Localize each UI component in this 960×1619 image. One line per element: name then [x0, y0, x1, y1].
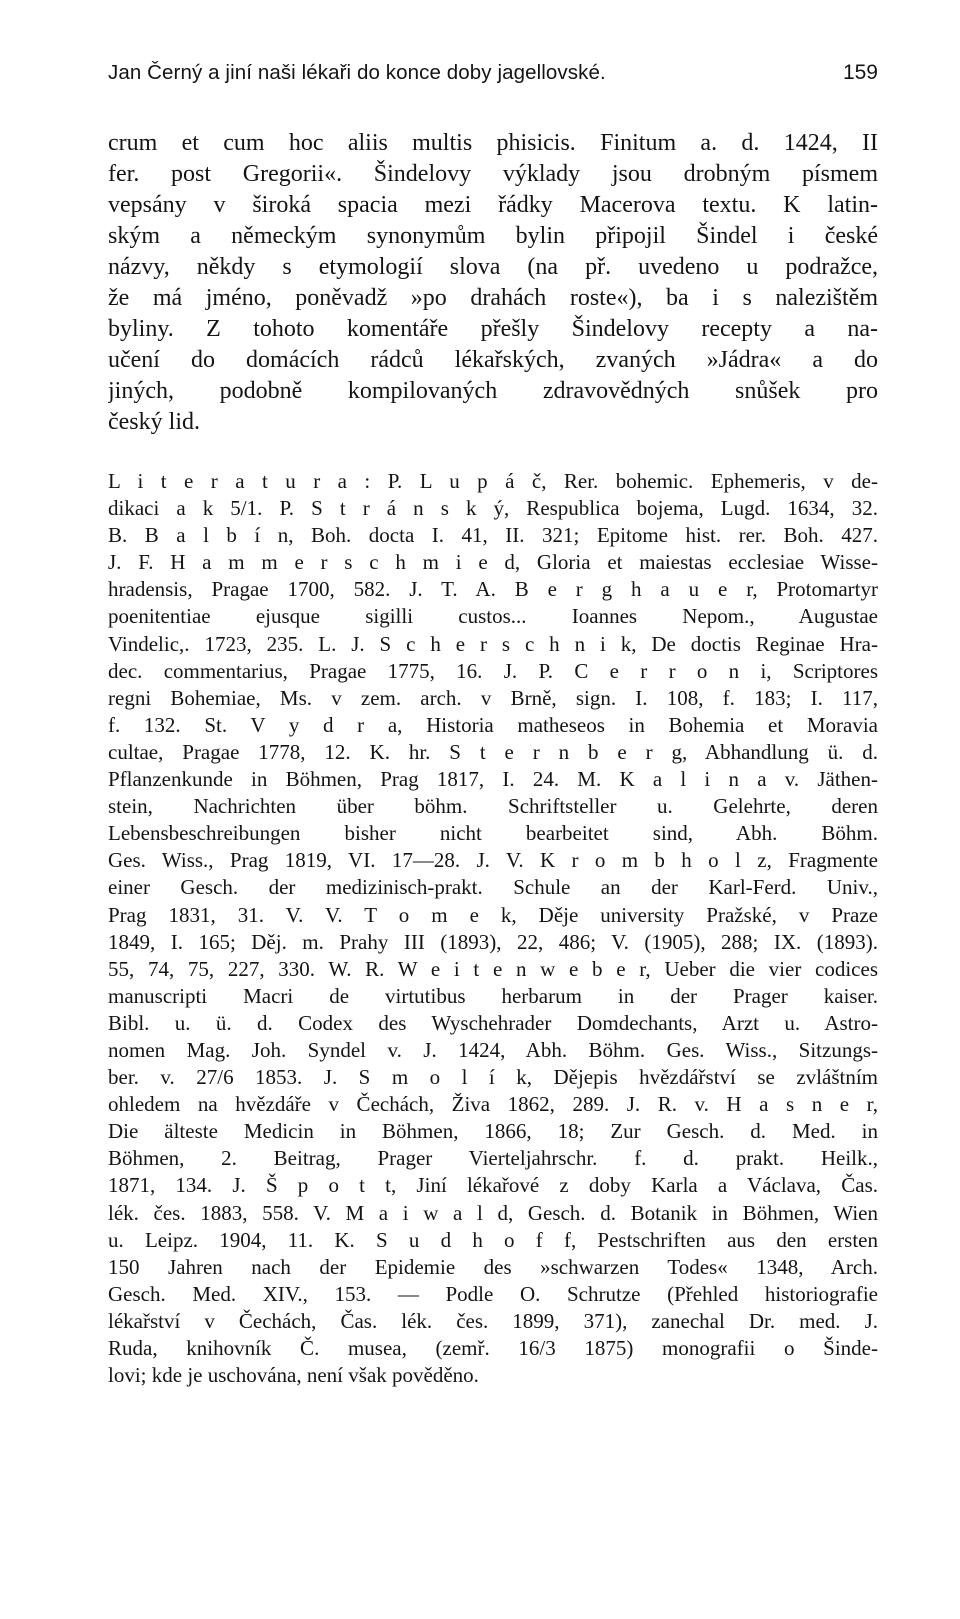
- literature-line: regni Bohemiae, Ms. v zem. arch. v Brně, sign. I. 108, f. 183; I. 117,: [108, 685, 878, 710]
- literature-line: 150 Jahren nach der Epidemie des »schwarzen Todes« 1348, Arch.: [108, 1254, 878, 1279]
- literature-line: nomen Mag. Joh. Syndel v. J. 1424, Abh. Böhm. Ges. Wiss., Sitzungs-: [108, 1037, 878, 1062]
- literature-line: Die älteste Medicin in Böhmen, 1866, 18; Zur Gesch. d. Med. in: [108, 1119, 878, 1144]
- literature-line: 1849, I. 165; Děj. m. Prahy III (1893), 22, 486; V. (1905), 288; IX. (1893).: [108, 929, 878, 954]
- literature-line: u. Leipz. 1904, 11. K. S u d h o f f, Pestschriften aus den ersten: [108, 1227, 878, 1252]
- main-paragraph: [108, 128, 878, 438]
- literature-line: Ges. Wiss., Prag 1819, VI. 17—28. J. V. K r o m b h o l z, Fragmente: [108, 848, 878, 873]
- literature-line: Prag 1831, 31. V. V. T o m e k, Děje university Pražské, v Praze: [108, 902, 878, 927]
- paragraph-line: byliny. Z tohoto komentáře přešly Šindelovy recepty a na-: [108, 316, 878, 342]
- paragraph-line: český lid.: [108, 409, 200, 435]
- literature-section: [108, 468, 878, 1389]
- literature-line: dec. commentarius, Pragae 1775, 16. J. P. C e r r o n i, Scriptores: [108, 658, 878, 683]
- literature-line: lékařství v Čechách, Čas. lék. čes. 1899, 371), zanechal Dr. med. J.: [108, 1308, 878, 1333]
- literature-line: hradensis, Pragae 1700, 582. J. T. A. B e r g h a u e r, Protomartyr: [108, 577, 878, 602]
- literature-line: Ruda, knihovník Č. musea, (zemř. 16/3 1875) monografii o Šinde-: [108, 1336, 878, 1360]
- literature-line: lovi; kde je uschována, není však pověděno.: [108, 1363, 479, 1388]
- page-header: [108, 58, 878, 88]
- literature-line: lék. čes. 1883, 558. V. M a i w a l d, Gesch. d. Botanik in Böhmen, Wien: [108, 1200, 878, 1225]
- paragraph-line: jiných, podobně kompilovaných zdravovědných snůšek pro: [108, 378, 878, 404]
- literature-line: Pflanzenkunde in Böhmen, Prag 1817, I. 24. M. K a l i n a v. Jäthen-: [108, 767, 878, 792]
- book-page: [108, 58, 878, 1389]
- paragraph-line: názvy, někdy s etymologií slova (na př. uvedeno u podražce,: [108, 254, 878, 280]
- literature-line: Lebensbeschreibungen bisher nicht bearbeitet sind, Abh. Böhm.: [108, 821, 878, 846]
- paragraph-line: crum et cum hoc aliis multis phisicis. Finitum a. d. 1424, II: [108, 130, 878, 156]
- literature-line: poenitentiae ejusque sigilli custos... Ioannes Nepom., Augustae: [108, 604, 878, 629]
- literature-line: ohledem na hvězdáře v Čechách, Živa 1862, 289. J. R. v. H a s n e r,: [108, 1092, 878, 1117]
- literature-line: manuscripti Macri de virtutibus herbarum in der Prager kaiser.: [108, 983, 878, 1008]
- literature-line: L i t e r a t u r a : P. L u p á č, Rer. bohemic. Ephemeris, v de-: [108, 469, 878, 493]
- paragraph-line: že má jméno, poněvadž »po drahách roste«), ba i s nalezištěm: [108, 285, 878, 311]
- literature-line: 1871, 134. J. Š p o t t, Jiní lékařové z doby Karla a Václava, Čas.: [108, 1173, 878, 1198]
- literature-line: J. F. H a m m e r s c h m i e d, Gloria et maiestas ecclesiae Wisse-: [108, 550, 878, 575]
- literature-line: Vindelic,. 1723, 235. L. J. S c h e r s c h n i k, De doctis Reginae Hra-: [108, 631, 878, 656]
- literature-line: dikaci a k 5/1. P. S t r á n s k ý, Respublica bojema, Lugd. 1634, 32.: [108, 496, 878, 521]
- literature-line: f. 132. St. V y d r a, Historia matheseos in Bohemia et Moravia: [108, 712, 878, 737]
- literature-line: Bibl. u. ü. d. Codex des Wyschehrader Domdechants, Arzt u. Astro-: [108, 1010, 878, 1035]
- literature-line: ber. v. 27/6 1853. J. S m o l í k, Dějepis hvězdářství se zvláštním: [108, 1065, 878, 1090]
- literature-line: cultae, Pragae 1778, 12. K. hr. S t e r n b e r g, Abhandlung ü. d.: [108, 739, 878, 764]
- literature-line: einer Gesch. der medizinisch-prakt. Schule an der Karl-Ferd. Univ.,: [108, 875, 878, 900]
- literature-line: 55, 74, 75, 227, 330. W. R. W e i t e n w e b e r, Ueber die vier codices: [108, 956, 878, 981]
- paragraph-line: učení do domácích rádců lékařských, zvaných »Jádra« a do: [108, 347, 878, 373]
- literature-line: Böhmen, 2. Beitrag, Prager Vierteljahrschr. f. d. prakt. Heilk.,: [108, 1146, 878, 1171]
- literature-line: stein, Nachrichten über böhm. Schriftsteller u. Gelehrte, deren: [108, 794, 878, 819]
- paragraph-line: ským a německým synonymům bylin připojil Šindel i české: [108, 223, 878, 249]
- literature-line: B. B a l b í n, Boh. docta I. 41, II. 321; Epitome hist. rer. Boh. 427.: [108, 523, 878, 548]
- literature-line: Gesch. Med. XIV., 153. — Podle O. Schrutze (Přehled historiografie: [108, 1281, 878, 1306]
- running-title: Jan Černý a jiní naši lékaři do konce doby jagellovské.: [108, 61, 606, 84]
- paragraph-line: fer. post Gregorii«. Šindelovy výklady jsou drobným písmem: [108, 161, 878, 187]
- page-number: 159: [842, 61, 878, 84]
- paragraph-line: vepsány v široká spacia mezi řádky Macerova textu. K latin-: [108, 192, 878, 218]
